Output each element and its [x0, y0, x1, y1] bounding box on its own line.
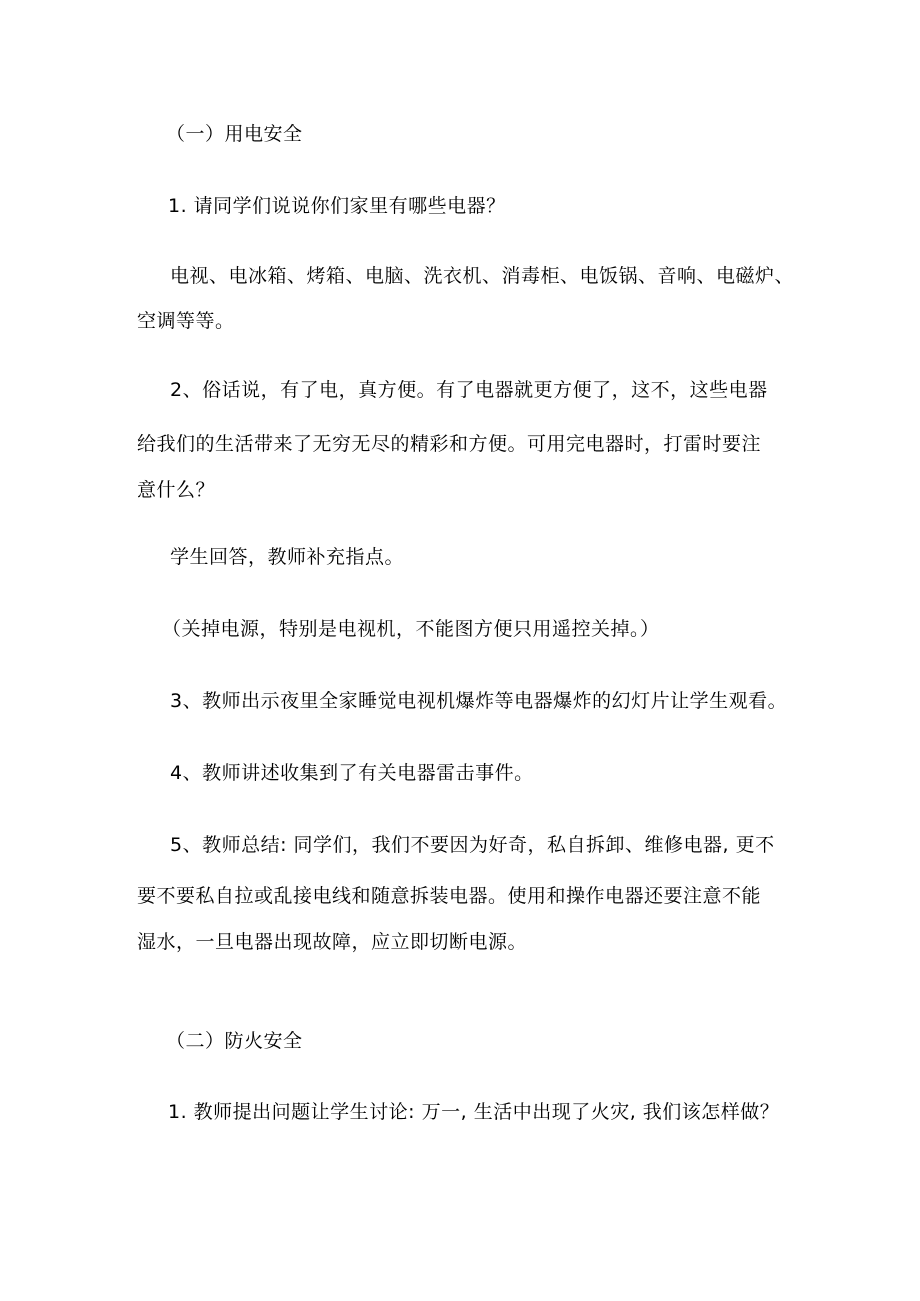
parenthetical-note: （关掉电源，特别是电视机，不能图方便只用遥控关掉。）	[162, 618, 660, 640]
item-5-line-3: 湿水，一旦电器出现故障，应立即切断电源。	[137, 931, 528, 953]
section-heading-electric-safety: （一）用电安全	[166, 123, 303, 145]
item-3: 3、教师出示夜里全家睡觉电视机爆炸等电器爆炸的幻灯片让学生观看。	[170, 690, 788, 712]
item-5-line-1: 5、教师总结: 同学们，我们不要因为好奇，私自拆卸、维修电器, 更不	[170, 834, 775, 856]
item-4: 4、教师讲述收集到了有关电器雷击事件。	[170, 762, 534, 784]
item-5-line-2: 要不要私自拉或乱接电线和随意拆装电器。使用和操作电器还要注意不能	[137, 885, 762, 907]
answer-1-line-1: 电视、电冰箱、烤箱、电脑、洗衣机、消毒柜、电饭锅、音响、电磁炉、	[170, 265, 795, 287]
section-heading-fire-safety: （二）防火安全	[166, 1030, 303, 1052]
question-2-line-2: 给我们的生活带来了无穷无尽的精彩和方便。可用完电器时，打雷时要注	[137, 433, 762, 455]
question-2-line-3: 意什么？	[137, 479, 216, 501]
answer-note: 学生回答，教师补充指点。	[170, 546, 405, 568]
answer-1-line-2: 空调等等。	[137, 310, 235, 332]
question-1: 1. 请同学们说说你们家里有哪些电器？	[168, 195, 506, 217]
fire-question-1: 1. 教师提出问题让学生讨论: 万一, 生活中出现了火灾, 我们该怎样做？	[168, 1101, 780, 1123]
question-2-line-1: 2、俗话说，有了电，真方便。有了电器就更方便了，这不，这些电器	[170, 379, 768, 401]
